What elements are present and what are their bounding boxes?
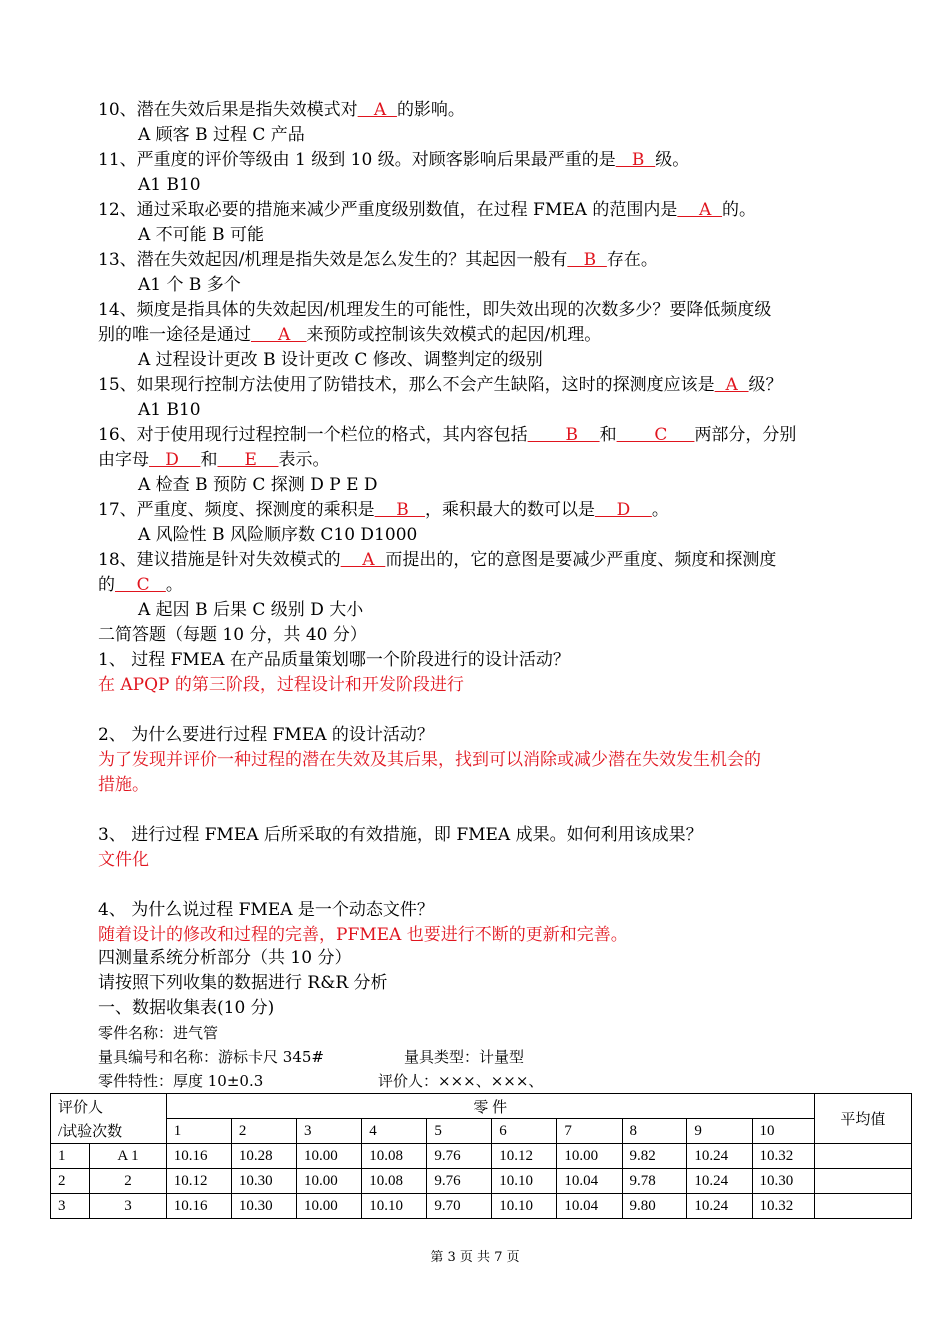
short-answer-3: 文件化 — [98, 850, 149, 870]
answer-17-b: D — [594, 500, 652, 520]
data-collection-table — [50, 1093, 912, 1219]
question-18-line1: 18、建议措施是针对失效模式的 A 而提出的，它的意图是要减少严重度、频度和探测度 — [98, 550, 777, 570]
header-parts: 零 件 — [166, 1094, 814, 1119]
answer-16-b: C — [616, 425, 695, 445]
answer-13: B — [567, 250, 607, 270]
answer-17-a: B — [374, 500, 425, 520]
row-number: 3 — [51, 1194, 90, 1219]
question-14-line1: 14、频度是指具体的失效起因/机理发生的可能性，即失效出现的次数多少？要降低频度级 — [98, 300, 772, 320]
measurement-cell: 9.76 — [427, 1144, 492, 1169]
table-row — [51, 1194, 912, 1219]
measurement-cell: 10.10 — [362, 1194, 427, 1219]
page-footer: 第 3 页 共 7 页 — [430, 1250, 520, 1265]
options-13: A1 个 B 多个 — [138, 275, 241, 295]
measurement-cell: 10.12 — [166, 1169, 231, 1194]
gauge-type: 量具类型：计量型 — [404, 1048, 525, 1066]
trial-label: 2 — [90, 1169, 167, 1194]
short-question-4: 4、 为什么说过程 FMEA 是一个动态文件？ — [98, 900, 434, 920]
measurement-cell: 9.80 — [622, 1194, 687, 1219]
question-16-line2: 由字母 D 和 E 表示。 — [98, 450, 330, 470]
part-number: 3 — [297, 1119, 362, 1144]
measurement-cell: 10.30 — [231, 1169, 296, 1194]
section-heading-msa: 四测量系统分析部分（共 10 分） — [98, 948, 352, 968]
question-15: 15、如果现行控制方法使用了防错技术，那么不会产生缺陷，这时的探测度应该是 A 级？ — [98, 375, 783, 395]
measurement-cell: 9.70 — [427, 1194, 492, 1219]
part-number: 5 — [427, 1119, 492, 1144]
options-16: A 检查 B 预防 C 探测 D P E D — [138, 475, 378, 495]
question-18-line2: 的 C 。 — [98, 575, 183, 595]
answer-14: A — [251, 325, 307, 345]
measurement-cell: 10.16 — [166, 1194, 231, 1219]
table-row — [51, 1169, 912, 1194]
measurement-cell: 10.28 — [231, 1144, 296, 1169]
gauge-name: 量具编号和名称：游标卡尺 345# — [98, 1048, 324, 1066]
short-question-2: 2、 为什么要进行过程 FMEA 的设计活动？ — [98, 725, 434, 745]
short-answer-4: 随着设计的修改和过程的完善，PFMEA 也要进行不断的更新和完善。 — [98, 925, 628, 945]
answer-16-a: B — [527, 425, 600, 445]
part-number: 1 — [166, 1119, 231, 1144]
part-number: 7 — [557, 1119, 622, 1144]
data-collection-heading: 一、数据收集表(10 分) — [98, 998, 275, 1018]
part-number: 2 — [231, 1119, 296, 1144]
short-question-1: 1、 过程 FMEA 在产品质量策划哪一个阶段进行的设计活动？ — [98, 650, 570, 670]
measurement-cell: 9.78 — [622, 1169, 687, 1194]
measurement-cell: 10.00 — [297, 1169, 362, 1194]
measurement-cell: 10.04 — [557, 1194, 622, 1219]
measurement-cell: 9.82 — [622, 1144, 687, 1169]
measurement-cell: 10.12 — [492, 1144, 557, 1169]
appraisers: 评价人：×××、×××、 — [378, 1072, 544, 1090]
question-13: 13、潜在失效起因/机理是指失效是怎么发生的？其起因一般有 B 存在。 — [98, 250, 658, 270]
part-characteristic: 零件特性：厚度 10±0.3 — [98, 1072, 264, 1090]
answer-15: A — [714, 375, 749, 395]
answer-10: A — [357, 100, 397, 120]
part-number: 9 — [687, 1119, 752, 1144]
part-number: 4 — [362, 1119, 427, 1144]
measurement-cell: 10.10 — [492, 1169, 557, 1194]
answer-18-b: C — [115, 575, 166, 595]
measurement-cell: 10.30 — [231, 1194, 296, 1219]
row-number: 1 — [51, 1144, 90, 1169]
part-number: 6 — [492, 1119, 557, 1144]
short-answer-1: 在 APQP 的第三阶段，过程设计和开发阶段进行 — [98, 675, 464, 695]
question-11: 11、严重度的评价等级由 1 级到 10 级。对顾客影响后果最严重的是 B 级。 — [98, 150, 690, 170]
short-answer-2-line1: 为了发现并评价一种过程的潜在失效及其后果，找到可以消除或减少潜在失效发生机会的 — [98, 750, 761, 770]
answer-18-a: A — [340, 550, 386, 570]
part-number: 8 — [622, 1119, 687, 1144]
question-14-line2: 别的唯一途径是通过 A 来预防或控制该失效模式的起因/机理。 — [98, 325, 602, 345]
row-number: 2 — [51, 1169, 90, 1194]
question-16-line1: 16、对于使用现行过程控制一个栏位的格式，其内容包括 B 和 C 两部分，分别 — [98, 425, 797, 445]
average-cell — [814, 1169, 911, 1194]
header-average: 平均值 — [814, 1094, 911, 1144]
measurement-cell: 10.04 — [557, 1169, 622, 1194]
measurement-cell: 10.32 — [752, 1144, 814, 1169]
measurement-cell: 10.16 — [166, 1144, 231, 1169]
measurement-cell: 10.24 — [687, 1144, 752, 1169]
options-11: A1 B10 — [138, 175, 201, 195]
short-answer-2-line2: 措施。 — [98, 775, 149, 795]
measurement-cell: 10.10 — [492, 1194, 557, 1219]
measurement-cell: 10.32 — [752, 1194, 814, 1219]
question-10: 10、潜在失效后果是指失效模式对 A 的影响。 — [98, 100, 465, 120]
trial-label: A 1 — [90, 1144, 167, 1169]
options-10: A 顾客 B 过程 C 产品 — [138, 125, 305, 145]
options-17: A 风险性 B 风险顺序数 C10 D1000 — [138, 525, 418, 545]
table-row — [51, 1144, 912, 1169]
average-cell — [814, 1194, 911, 1219]
measurement-cell: 10.24 — [687, 1169, 752, 1194]
msa-intro: 请按照下列收集的数据进行 R&R 分析 — [98, 973, 388, 993]
options-14: A 过程设计更改 B 设计更改 C 修改、调整判定的级别 — [138, 350, 543, 370]
answer-16-c: D — [149, 450, 201, 470]
part-name: 零件名称：进气管 — [98, 1024, 219, 1042]
question-17: 17、严重度、频度、探测度的乘积是 B ，乘积最大的数可以是 D 。 — [98, 500, 669, 520]
options-15: A1 B10 — [138, 400, 201, 420]
trial-label: 3 — [90, 1194, 167, 1219]
measurement-cell: 9.76 — [427, 1169, 492, 1194]
measurement-cell: 10.08 — [362, 1144, 427, 1169]
measurement-cell: 10.00 — [297, 1194, 362, 1219]
options-12: A 不可能 B 可能 — [138, 225, 264, 245]
measurement-cell: 10.08 — [362, 1169, 427, 1194]
answer-16-d: E — [217, 450, 279, 470]
question-12: 12、通过采取必要的措施来减少严重度级别数值，在过程 FMEA 的范围内是 A 的。 — [98, 200, 757, 220]
answer-12: A — [677, 200, 723, 220]
measurement-cell: 10.30 — [752, 1169, 814, 1194]
header-trial: /试验次数 — [51, 1119, 167, 1144]
average-cell — [814, 1144, 911, 1169]
measurement-cell: 10.00 — [557, 1144, 622, 1169]
section-heading-short-answer: 二简答题（每题 10 分，共 40 分） — [98, 625, 367, 645]
measurement-cell: 10.00 — [297, 1144, 362, 1169]
short-question-3: 3、 进行过程 FMEA 后所采取的有效措施，即 FMEA 成果。如何利用该成果？ — [98, 825, 703, 845]
options-18: A 起因 B 后果 C 级别 D 大小 — [138, 600, 364, 620]
answer-11: B — [615, 150, 656, 170]
header-appraiser: 评价人 — [51, 1094, 167, 1119]
measurement-cell: 10.24 — [687, 1194, 752, 1219]
part-number: 10 — [752, 1119, 814, 1144]
